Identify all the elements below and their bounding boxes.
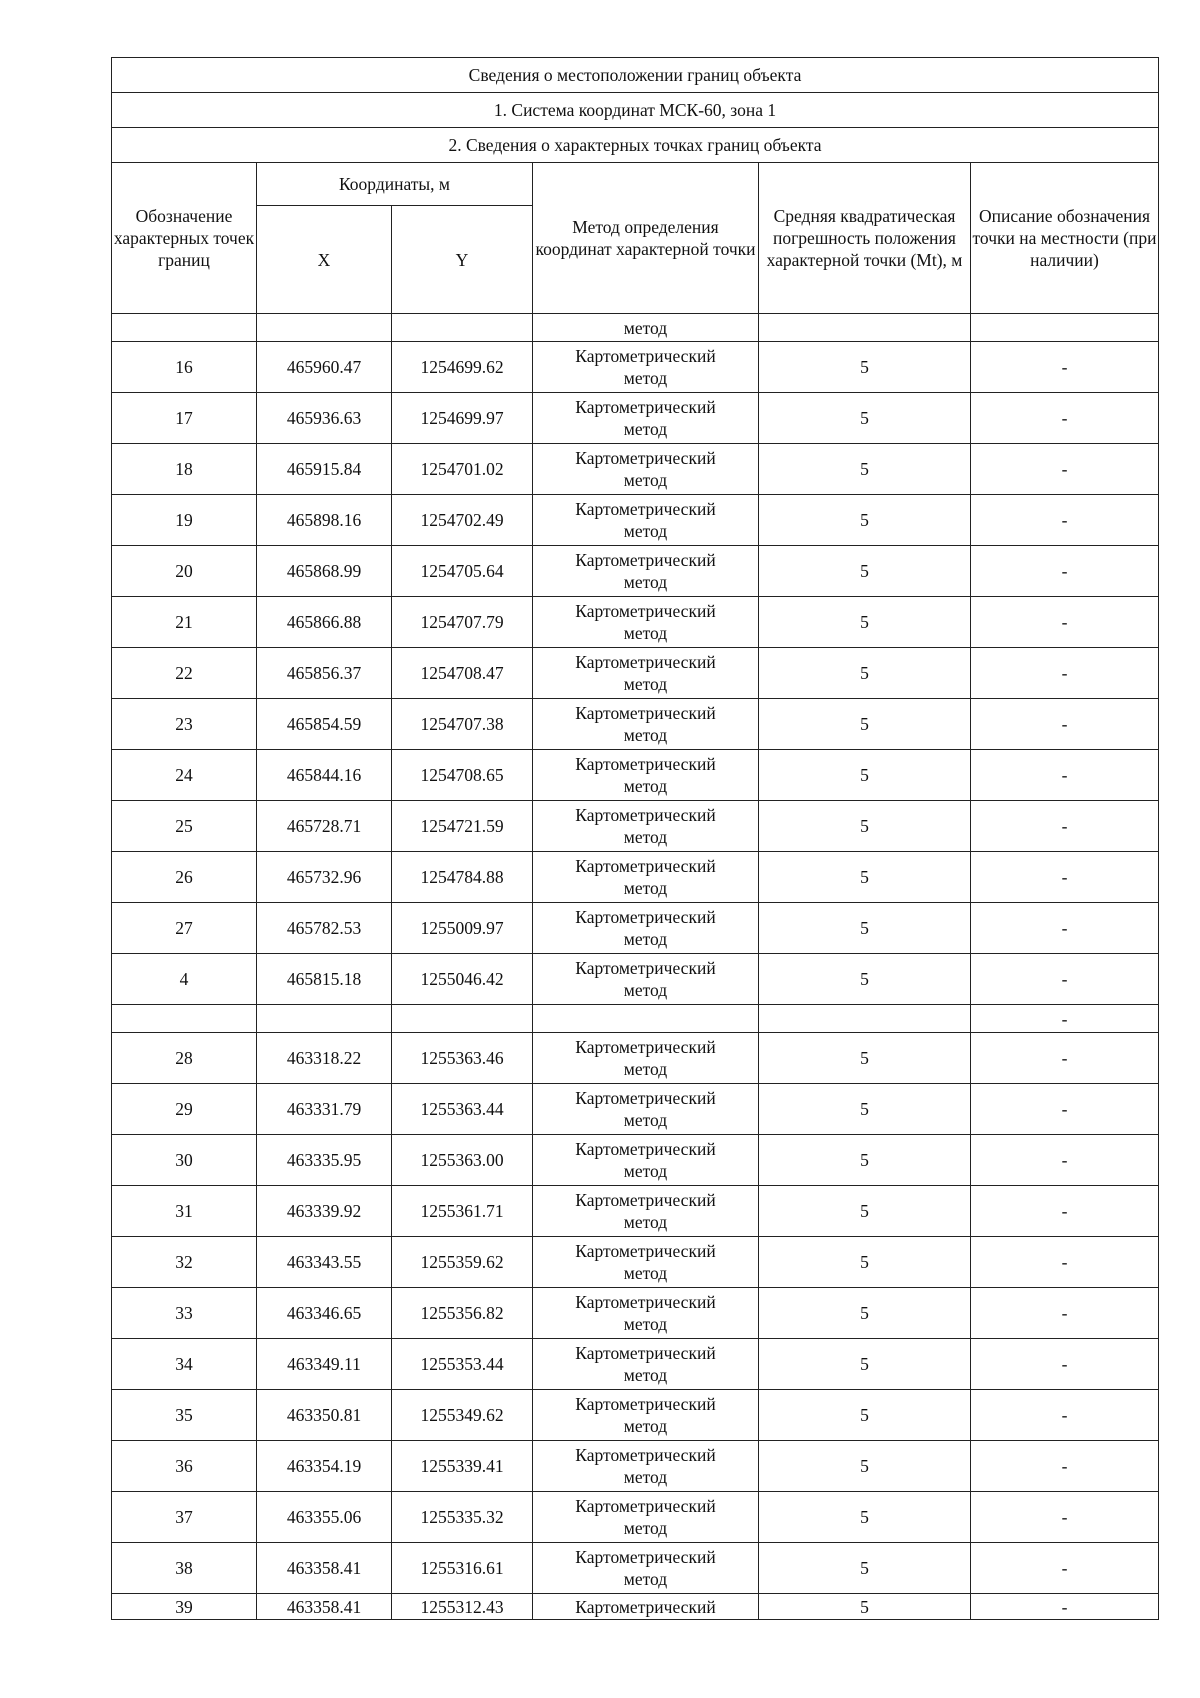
x-cell: 463354.19 <box>257 1441 392 1492</box>
x-cell: 463343.55 <box>257 1237 392 1288</box>
method-line: Картометрический <box>575 652 716 672</box>
description-cell: - <box>971 699 1159 750</box>
method-line: метод <box>623 776 668 796</box>
coordinate-system: 1. Система координат МСК-60, зона 1 <box>112 93 1159 128</box>
x-cell: 463349.11 <box>257 1339 392 1390</box>
method-line: Картометрический <box>575 346 716 366</box>
point-cell: 38 <box>112 1543 257 1594</box>
table-row <box>112 1594 1159 1620</box>
method-line: метод <box>623 980 668 1000</box>
table-row <box>112 1237 1159 1288</box>
x-cell: 463358.41 <box>257 1594 392 1620</box>
method-line: Картометрический <box>575 1241 716 1261</box>
empty-cell <box>392 1005 533 1033</box>
method-line: Картометрический <box>575 856 716 876</box>
continuation-row <box>112 314 1159 342</box>
error-cell: 5 <box>759 1033 971 1084</box>
table-row <box>112 1186 1159 1237</box>
point-cell: 26 <box>112 852 257 903</box>
y-cell: 1254701.02 <box>392 444 533 495</box>
method-line: Картометрический <box>575 397 716 417</box>
error-cell: 5 <box>759 546 971 597</box>
method-cell <box>533 1084 759 1135</box>
method-line: Картометрический <box>575 1496 716 1516</box>
method-line: метод <box>623 1365 668 1385</box>
error-cell: 5 <box>759 1441 971 1492</box>
method-line: Картометрический <box>575 1088 716 1108</box>
table-row <box>112 750 1159 801</box>
x-cell: 463339.92 <box>257 1186 392 1237</box>
y-cell: 1255349.62 <box>392 1390 533 1441</box>
error-cell: 5 <box>759 597 971 648</box>
section-title: 2. Сведения о характерных точках границ объекта <box>112 128 1159 163</box>
point-cell: 28 <box>112 1033 257 1084</box>
y-cell: 1255353.44 <box>392 1339 533 1390</box>
x-cell: 465936.63 <box>257 393 392 444</box>
x-cell: 465728.71 <box>257 801 392 852</box>
method-line: Картометрический <box>575 1343 716 1363</box>
y-cell: 1255356.82 <box>392 1288 533 1339</box>
col-description-header: Описание обозначения точки на местности (при наличии) <box>971 163 1159 314</box>
empty-cell <box>112 1005 257 1033</box>
x-cell: 465915.84 <box>257 444 392 495</box>
point-cell: 21 <box>112 597 257 648</box>
description-cell: - <box>971 1084 1159 1135</box>
description-cell: - <box>971 342 1159 393</box>
error-cell: 5 <box>759 342 971 393</box>
continuation-method: метод <box>533 314 759 342</box>
method-line: Картометрический <box>575 1547 716 1567</box>
point-cell: 18 <box>112 444 257 495</box>
description-cell: - <box>971 750 1159 801</box>
table-row <box>112 1135 1159 1186</box>
method-line: Картометрический <box>575 703 716 723</box>
error-cell: 5 <box>759 648 971 699</box>
method-line: метод <box>623 1059 668 1079</box>
method-line: метод <box>623 1161 668 1181</box>
method-line: метод <box>623 674 668 694</box>
y-cell: 1255009.97 <box>392 903 533 954</box>
method-line: Картометрический <box>575 754 716 774</box>
empty-cell <box>533 1005 759 1033</box>
table-row <box>112 1390 1159 1441</box>
y-cell: 1254721.59 <box>392 801 533 852</box>
method-line: Картометрический <box>575 1190 716 1210</box>
method-cell <box>533 1543 759 1594</box>
description-cell: - <box>971 1441 1159 1492</box>
description-cell: - <box>971 495 1159 546</box>
y-cell: 1254705.64 <box>392 546 533 597</box>
table-row <box>112 699 1159 750</box>
method-cell <box>533 1237 759 1288</box>
x-cell: 463335.95 <box>257 1135 392 1186</box>
description-cell: - <box>971 1135 1159 1186</box>
method-line: метод <box>623 368 668 388</box>
col-point-header: Обозначение характерных точек границ <box>112 163 257 314</box>
x-cell: 463350.81 <box>257 1390 392 1441</box>
error-cell: 5 <box>759 699 971 750</box>
x-cell: 465815.18 <box>257 954 392 1005</box>
method-line: Картометрический <box>575 601 716 621</box>
point-cell: 17 <box>112 393 257 444</box>
method-cell <box>533 1441 759 1492</box>
method-line: метод <box>623 521 668 541</box>
empty-cell <box>759 1005 971 1033</box>
method-line: метод <box>623 725 668 745</box>
separator-row <box>112 1005 1159 1033</box>
point-cell: 4 <box>112 954 257 1005</box>
y-cell: 1254702.49 <box>392 495 533 546</box>
error-cell: 5 <box>759 444 971 495</box>
method-cell <box>533 801 759 852</box>
method-line: метод <box>623 1314 668 1334</box>
error-cell: 5 <box>759 954 971 1005</box>
y-cell: 1255339.41 <box>392 1441 533 1492</box>
method-cell <box>533 444 759 495</box>
method-cell <box>533 699 759 750</box>
error-cell: 5 <box>759 393 971 444</box>
error-cell: 5 <box>759 1492 971 1543</box>
table-row <box>112 597 1159 648</box>
method-line: метод <box>623 878 668 898</box>
method-cell <box>533 1339 759 1390</box>
x-cell: 465856.37 <box>257 648 392 699</box>
table-row <box>112 342 1159 393</box>
method-line: метод <box>623 572 668 592</box>
y-cell: 1255363.46 <box>392 1033 533 1084</box>
y-cell: 1254699.62 <box>392 342 533 393</box>
method-line: Картометрический <box>575 805 716 825</box>
description-cell: - <box>971 1288 1159 1339</box>
method-cell <box>533 1594 759 1620</box>
x-cell: 465898.16 <box>257 495 392 546</box>
description-cell: - <box>971 1543 1159 1594</box>
method-line: Картометрический <box>575 1139 716 1159</box>
x-cell: 465782.53 <box>257 903 392 954</box>
col-coords-header: Координаты, м <box>257 163 533 206</box>
method-line: метод <box>623 1569 668 1589</box>
point-cell: 27 <box>112 903 257 954</box>
method-line: Картометрический <box>575 1596 716 1617</box>
y-cell: 1255363.44 <box>392 1084 533 1135</box>
y-cell: 1255359.62 <box>392 1237 533 1288</box>
error-cell: 5 <box>759 801 971 852</box>
method-cell <box>533 1135 759 1186</box>
description-cell: - <box>971 546 1159 597</box>
method-cell <box>533 495 759 546</box>
point-cell: 24 <box>112 750 257 801</box>
table-row <box>112 954 1159 1005</box>
method-cell <box>533 903 759 954</box>
x-cell: 463318.22 <box>257 1033 392 1084</box>
point-cell: 39 <box>112 1594 257 1620</box>
y-cell: 1254784.88 <box>392 852 533 903</box>
y-cell: 1255316.61 <box>392 1543 533 1594</box>
x-cell: 465854.59 <box>257 699 392 750</box>
method-cell <box>533 1492 759 1543</box>
description-cell: - <box>971 1492 1159 1543</box>
error-cell: 5 <box>759 1594 971 1620</box>
error-cell: 5 <box>759 1186 971 1237</box>
method-line: метод <box>623 827 668 847</box>
method-cell <box>533 1033 759 1084</box>
description-cell: - <box>971 954 1159 1005</box>
x-cell: 465868.99 <box>257 546 392 597</box>
method-line: Картометрический <box>575 1445 716 1465</box>
table-row <box>112 1492 1159 1543</box>
method-line: Картометрический <box>575 1037 716 1057</box>
error-cell: 5 <box>759 1237 971 1288</box>
point-cell: 31 <box>112 1186 257 1237</box>
error-cell: 5 <box>759 1390 971 1441</box>
x-cell: 465732.96 <box>257 852 392 903</box>
y-cell: 1255363.00 <box>392 1135 533 1186</box>
point-cell: 33 <box>112 1288 257 1339</box>
col-method-header: Метод определения координат характерной точки <box>533 163 759 314</box>
table-row <box>112 1288 1159 1339</box>
method-cell <box>533 1390 759 1441</box>
table-row <box>112 1084 1159 1135</box>
col-error-header: Средняя квадратическая погрешность положения характерной точки (Mt), м <box>759 163 971 314</box>
error-cell: 5 <box>759 750 971 801</box>
empty-cell <box>257 1005 392 1033</box>
method-cell <box>533 954 759 1005</box>
y-cell: 1254708.65 <box>392 750 533 801</box>
method-line: метод <box>623 1518 668 1538</box>
x-cell: 465960.47 <box>257 342 392 393</box>
x-cell: 463331.79 <box>257 1084 392 1135</box>
y-cell: 1254707.38 <box>392 699 533 750</box>
method-line: Картометрический <box>575 958 716 978</box>
error-cell: 5 <box>759 852 971 903</box>
y-cell: 1255312.43 <box>392 1594 533 1620</box>
description-cell: - <box>971 444 1159 495</box>
table-row <box>112 444 1159 495</box>
method-line: метод <box>623 470 668 490</box>
description-cell: - <box>971 1594 1159 1620</box>
x-cell: 463358.41 <box>257 1543 392 1594</box>
point-cell: 19 <box>112 495 257 546</box>
y-cell: 1255361.71 <box>392 1186 533 1237</box>
description-cell: - <box>971 852 1159 903</box>
method-cell <box>533 393 759 444</box>
table-row <box>112 852 1159 903</box>
method-cell <box>533 648 759 699</box>
description-cell: - <box>971 1390 1159 1441</box>
method-line: метод <box>623 1263 668 1283</box>
description-cell: - <box>971 393 1159 444</box>
point-cell: 35 <box>112 1390 257 1441</box>
x-cell: 465844.16 <box>257 750 392 801</box>
error-cell: 5 <box>759 495 971 546</box>
error-cell: 5 <box>759 1288 971 1339</box>
point-cell: 20 <box>112 546 257 597</box>
table-row <box>112 903 1159 954</box>
description-cell: - <box>971 1339 1159 1390</box>
description-cell: - <box>971 1237 1159 1288</box>
y-cell: 1254707.79 <box>392 597 533 648</box>
table-row <box>112 1441 1159 1492</box>
description-cell: - <box>971 801 1159 852</box>
point-cell: 37 <box>112 1492 257 1543</box>
method-line: метод <box>623 1212 668 1232</box>
method-line: метод <box>623 929 668 949</box>
point-cell: 29 <box>112 1084 257 1135</box>
point-cell: 36 <box>112 1441 257 1492</box>
error-cell: 5 <box>759 1339 971 1390</box>
table-row <box>112 1339 1159 1390</box>
method-line: Картометрический <box>575 1292 716 1312</box>
error-cell: 5 <box>759 1543 971 1594</box>
method-line: Картометрический <box>575 499 716 519</box>
point-cell: 30 <box>112 1135 257 1186</box>
col-x-header: X <box>257 206 392 314</box>
method-line: метод <box>623 623 668 643</box>
method-line: метод <box>623 419 668 439</box>
description-cell: - <box>971 1186 1159 1237</box>
y-cell: 1255046.42 <box>392 954 533 1005</box>
table-row <box>112 546 1159 597</box>
description-cell: - <box>971 597 1159 648</box>
y-cell: 1254708.47 <box>392 648 533 699</box>
table-row <box>112 1543 1159 1594</box>
method-cell <box>533 852 759 903</box>
table-title: Сведения о местоположении границ объекта <box>112 58 1159 93</box>
x-cell: 465866.88 <box>257 597 392 648</box>
point-cell: 34 <box>112 1339 257 1390</box>
table-row <box>112 1033 1159 1084</box>
table-row <box>112 393 1159 444</box>
point-cell: 22 <box>112 648 257 699</box>
description-cell: - <box>971 648 1159 699</box>
error-cell: 5 <box>759 1084 971 1135</box>
method-line: Картометрический <box>575 1394 716 1414</box>
point-cell: 16 <box>112 342 257 393</box>
table-row <box>112 801 1159 852</box>
y-cell: 1255335.32 <box>392 1492 533 1543</box>
table-row <box>112 495 1159 546</box>
point-cell: 32 <box>112 1237 257 1288</box>
method-line: метод <box>623 1110 668 1130</box>
description-cell: - <box>971 1005 1159 1033</box>
method-cell <box>533 1288 759 1339</box>
method-line: Картометрический <box>575 448 716 468</box>
method-line: Картометрический <box>575 907 716 927</box>
method-cell <box>533 597 759 648</box>
table-row <box>112 648 1159 699</box>
method-line: Картометрический <box>575 550 716 570</box>
error-cell: 5 <box>759 1135 971 1186</box>
error-cell: 5 <box>759 903 971 954</box>
description-cell: - <box>971 903 1159 954</box>
method-cell <box>533 342 759 393</box>
y-cell: 1254699.97 <box>392 393 533 444</box>
method-cell <box>533 546 759 597</box>
method-line: метод <box>623 1416 668 1436</box>
method-line: метод <box>623 1467 668 1487</box>
point-cell: 23 <box>112 699 257 750</box>
method-cell <box>533 750 759 801</box>
col-y-header: Y <box>392 206 533 314</box>
x-cell: 463355.06 <box>257 1492 392 1543</box>
description-cell: - <box>971 1033 1159 1084</box>
x-cell: 463346.65 <box>257 1288 392 1339</box>
point-cell: 25 <box>112 801 257 852</box>
boundary-points-table <box>111 57 1159 1620</box>
method-cell <box>533 1186 759 1237</box>
